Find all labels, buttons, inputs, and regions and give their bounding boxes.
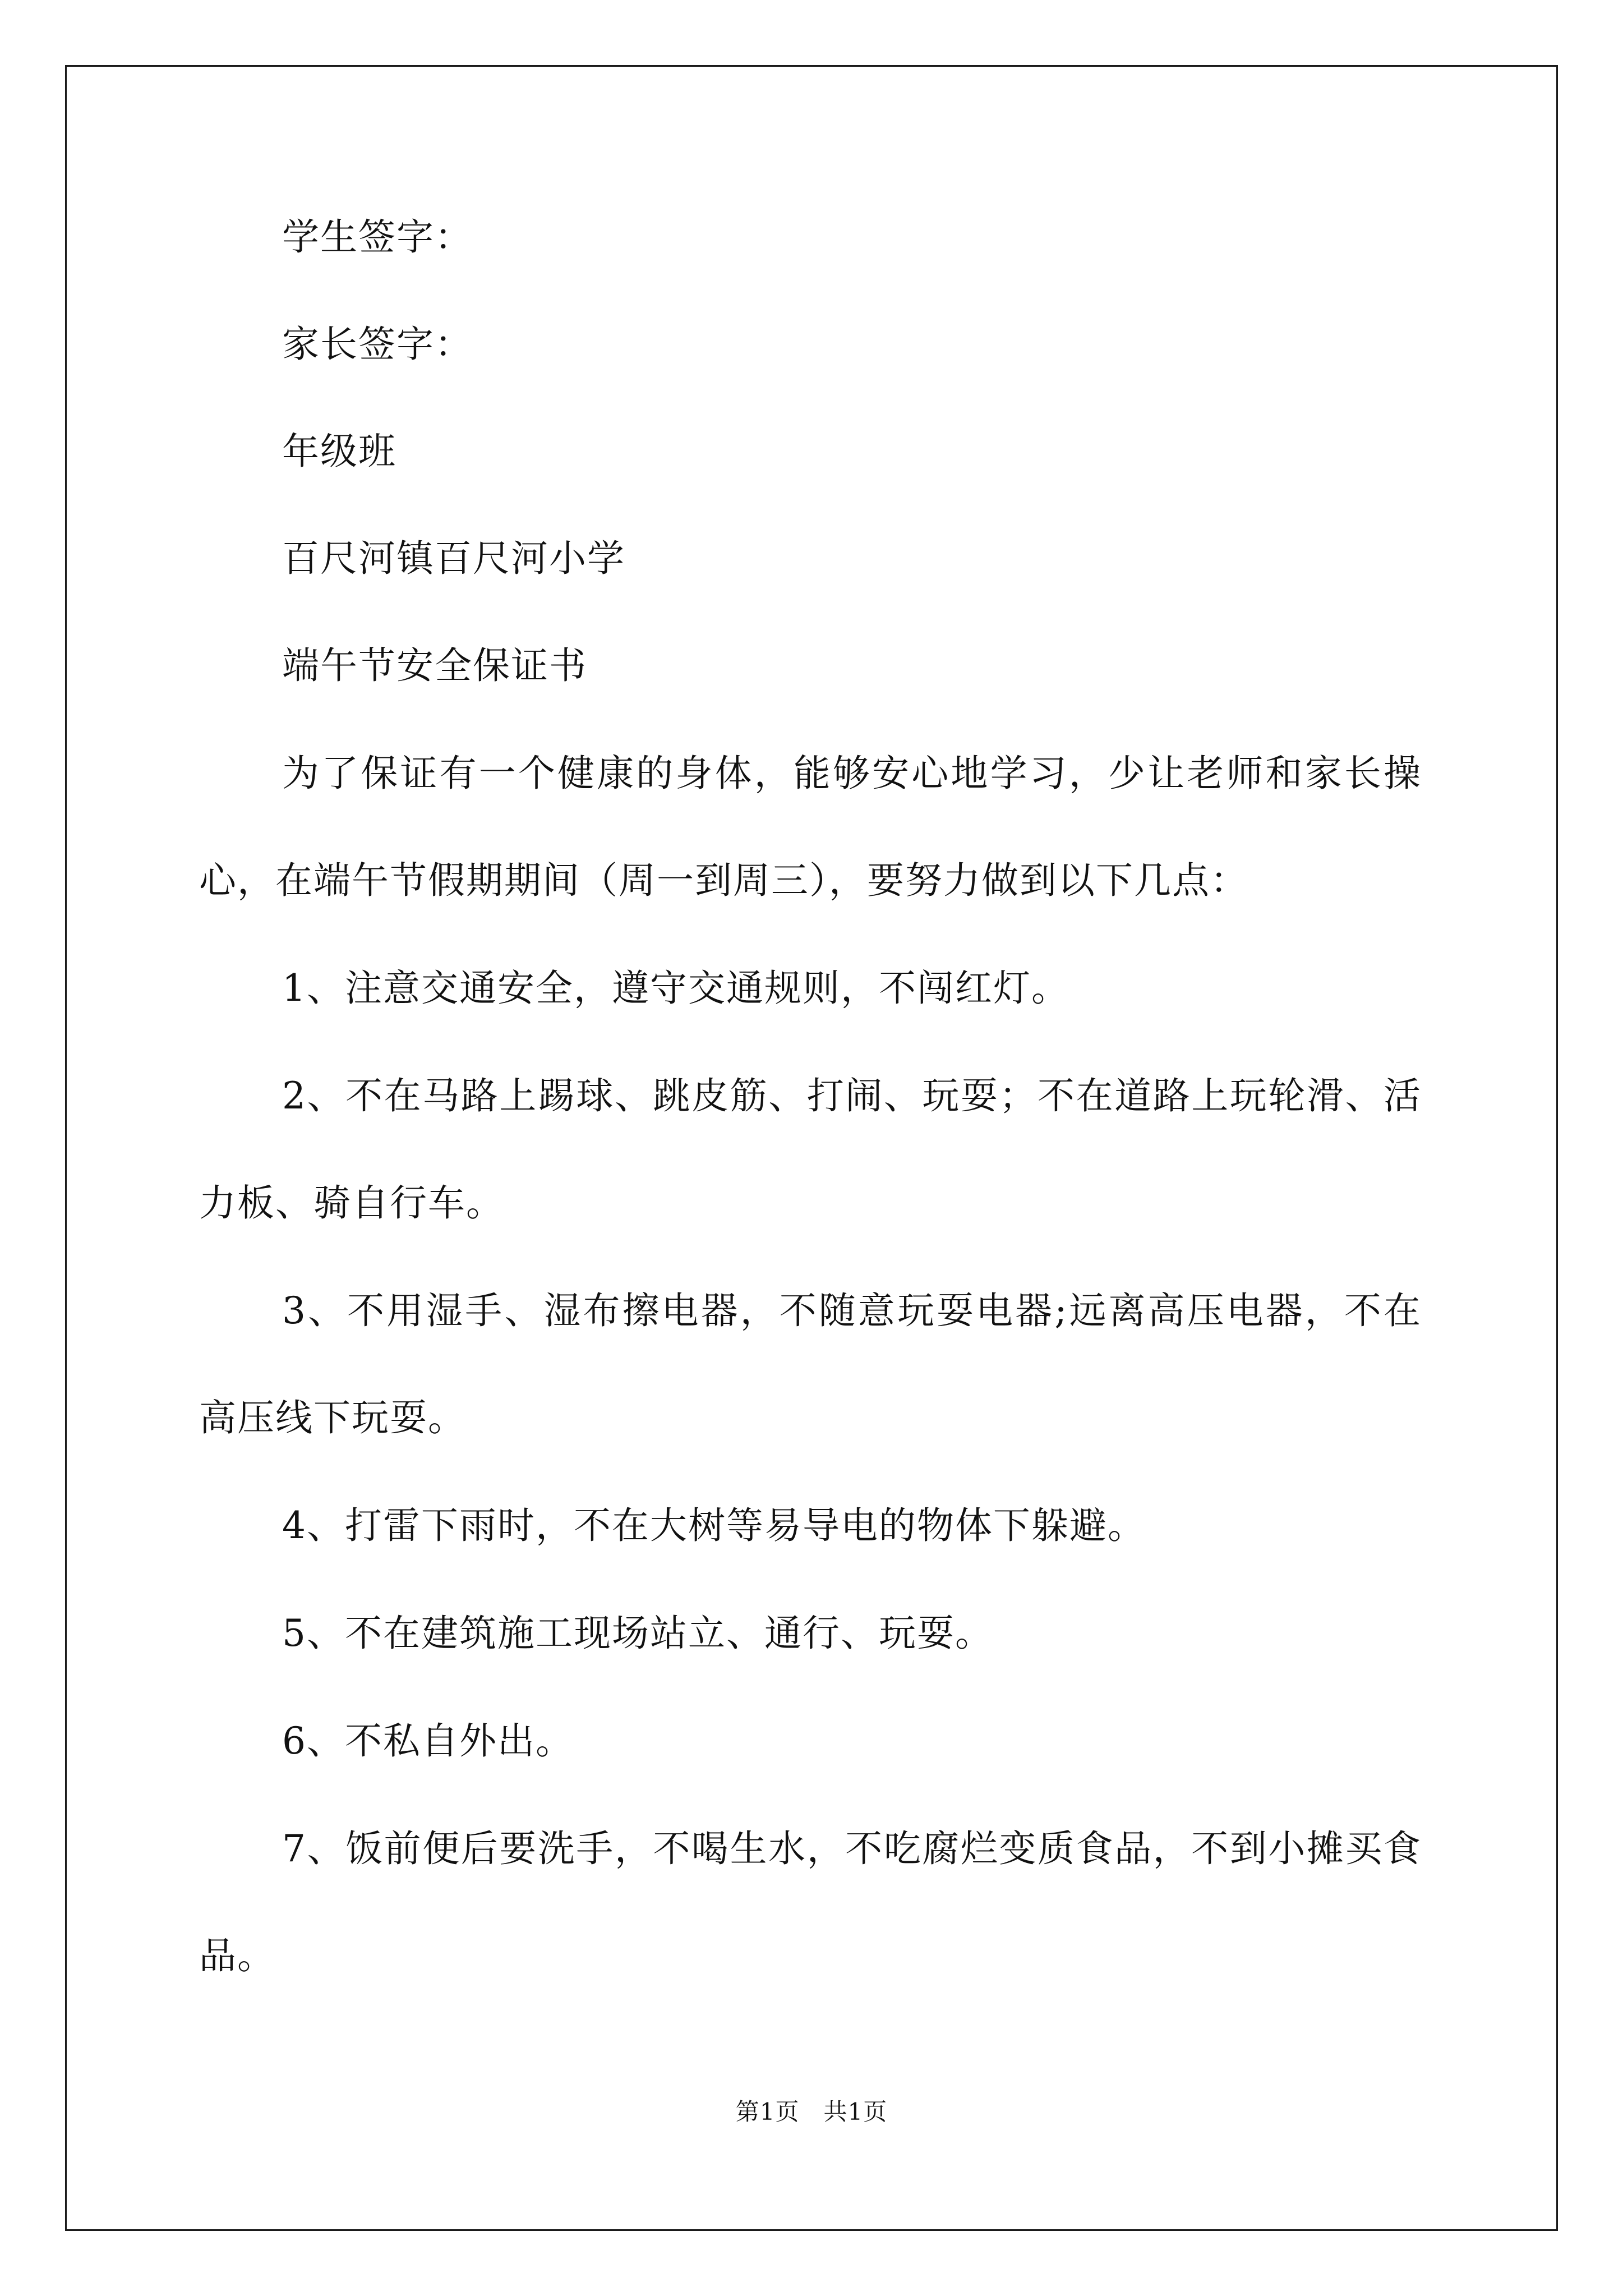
student-signature-line: 学生签字： bbox=[282, 215, 473, 259]
rule-item-6: 6、不私自外出。 bbox=[282, 1719, 574, 1763]
rule-item-3: 3、不用湿手、湿布擦电器，不随意玩耍电器;远离高压电器，不在高压线下玩耍。 bbox=[199, 1289, 1422, 1439]
rule-item-4: 4、打雷下雨时，不在大树等易导电的物体下躲避。 bbox=[282, 1504, 1146, 1547]
school-name-line: 百尺河镇百尺河小学 bbox=[282, 537, 625, 580]
document-title: 端午节安全保证书 bbox=[282, 644, 587, 687]
intro-paragraph: 为了保证有一个健康的身体，能够安心地学习，少让老师和家长操心，在端午节假期期间（周一到周三），要努力做到以下几点： bbox=[199, 752, 1422, 902]
document-body bbox=[199, 215, 1422, 2045]
parent-signature-line: 家长签字： bbox=[282, 323, 473, 366]
rule-item-2: 2、不在马路上踢球、跳皮筋、打闹、玩耍；不在道路上玩轮滑、活力板、骑自行车。 bbox=[199, 1074, 1422, 1225]
page-number-footer: 第1页 共1页 bbox=[735, 2098, 888, 2125]
rule-item-7: 7、饭前便后要洗手，不喝生水，不吃腐烂变质食品，不到小摊买食品。 bbox=[199, 1827, 1422, 1977]
rule-item-1: 1、注意交通安全，遵守交通规则，不闯红灯。 bbox=[282, 967, 1069, 1010]
grade-class-line: 年级班 bbox=[282, 430, 396, 473]
rule-item-5: 5、不在建筑施工现场站立、通行、玩耍。 bbox=[282, 1612, 993, 1655]
